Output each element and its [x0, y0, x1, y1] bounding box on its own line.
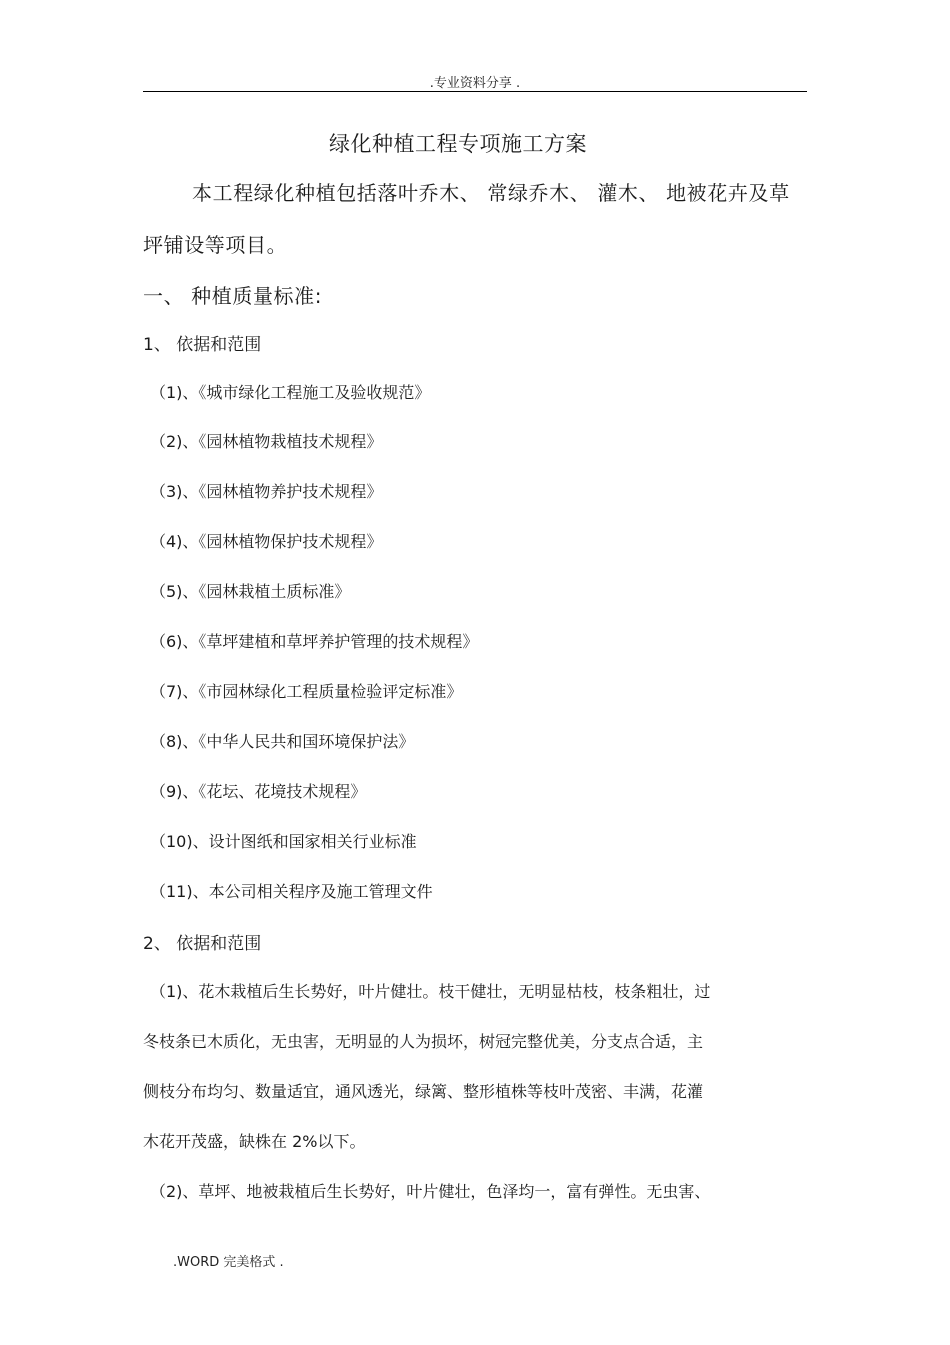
- paragraph-line: 侧枝分布均匀、数量适宜，通风透光，绿篱、整形植株等枝叶茂密、丰满，花灌: [143, 1082, 704, 1101]
- reference-item: （9)、《花坛、花境技术规程》: [150, 782, 367, 801]
- reference-item: （3)、《园林植物养护技术规程》: [150, 482, 383, 501]
- subsection-2-heading: 2、 依据和范围: [143, 934, 262, 954]
- reference-item: （6)、《草坪建植和草坪养护管理的技术规程》: [150, 632, 479, 651]
- intro-line-1: 本工程绿化种植包括落叶乔木、 常绿乔木、 灌木、 地被花卉及草: [192, 181, 790, 205]
- document-title: 绿化种植工程专项施工方案: [329, 132, 587, 156]
- paragraph-line: 木花开茂盛，缺株在 2%以下。: [143, 1132, 366, 1151]
- reference-item: （10)、设计图纸和国家相关行业标准: [150, 832, 417, 851]
- subsection-1-heading: 1、 依据和范围: [143, 335, 262, 355]
- reference-item: （4)、《园林植物保护技术规程》: [150, 532, 383, 551]
- reference-item: （8)、《中华人民共和国环境保护法》: [150, 732, 415, 751]
- intro-line-2: 坪铺设等项目。: [143, 233, 288, 257]
- paragraph-line: 冬枝条已木质化，无虫害，无明显的人为损坏，树冠完整优美，分支点合适，主: [143, 1032, 704, 1051]
- reference-item: （7)、《市园林绿化工程质量检验评定标准》: [150, 682, 463, 701]
- paragraph-line: （1)、花木栽植后生长势好，叶片健壮。枝干健壮，无明显枯枝，枝条粗壮，过: [150, 982, 711, 1001]
- reference-item: （5)、《园林栽植土质标准》: [150, 582, 351, 601]
- reference-item: （2)、《园林植物栽植技术规程》: [150, 432, 383, 451]
- reference-item: （1)、《城市绿化工程施工及验收规范》: [150, 383, 431, 402]
- section-1-heading: 一、 种植质量标准:: [143, 284, 323, 308]
- header-divider: [143, 91, 807, 92]
- paragraph-line: （2)、草坪、地被栽植后生长势好，叶片健壮，色泽均一，富有弹性。无虫害、: [150, 1182, 711, 1201]
- page-footer: .WORD 完美格式 .: [173, 1255, 284, 1270]
- reference-item: （11)、本公司相关程序及施工管理文件: [150, 882, 433, 901]
- header-text: .专业资料分享 .: [429, 76, 521, 91]
